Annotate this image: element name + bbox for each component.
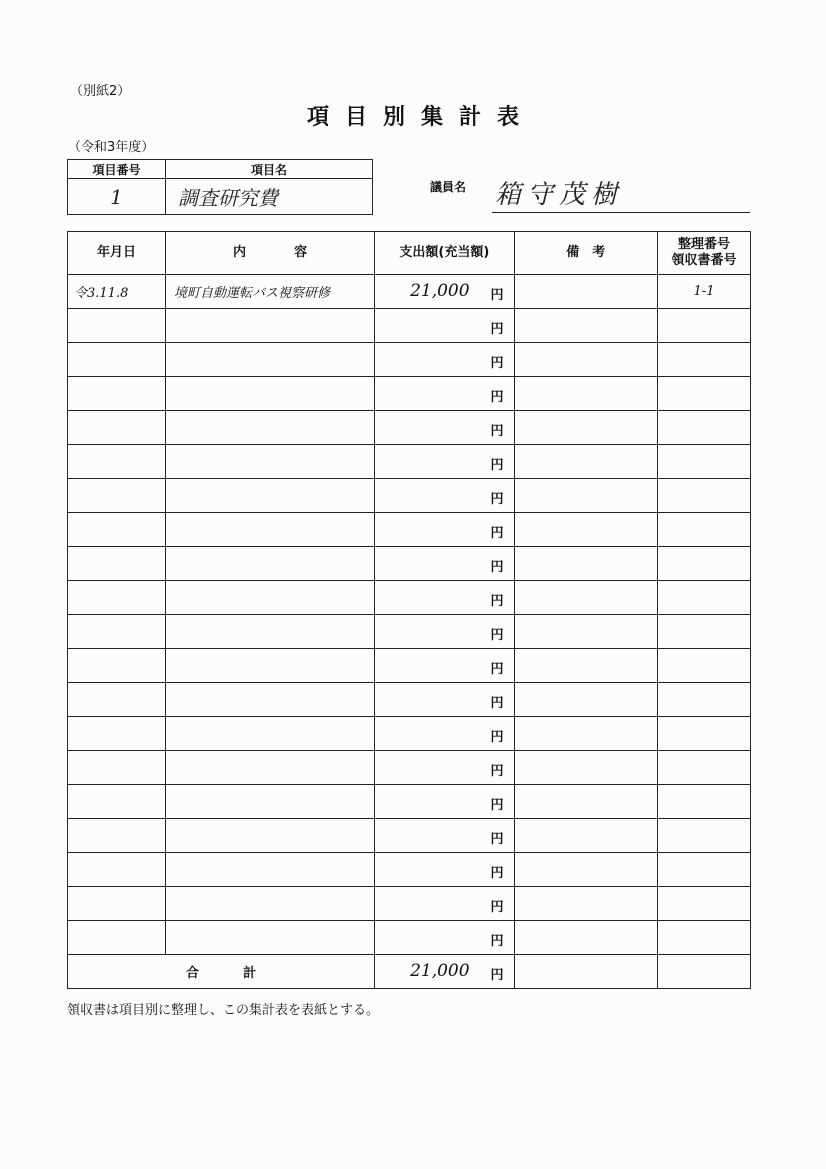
content-header: [166, 232, 375, 275]
remarks-cell: [514, 819, 657, 853]
date-cell: [68, 377, 166, 411]
total-label-a: 合: [186, 966, 200, 981]
table-row: [68, 785, 751, 819]
ref-cell: [658, 309, 751, 343]
date-cell: 令3.11.8: [68, 275, 166, 309]
item-name-value: 調査研究費: [166, 179, 373, 215]
yen-label: 円: [490, 356, 504, 371]
total-label: [68, 955, 375, 989]
expense-table: [67, 231, 751, 989]
amount-cell: [375, 649, 514, 683]
remarks-cell: [514, 921, 657, 955]
table-row: [68, 479, 751, 513]
table-row: [68, 615, 751, 649]
table-row: [68, 717, 751, 751]
yen-label: 円: [490, 696, 504, 711]
yen-label: 円: [490, 662, 504, 677]
content-cell: [166, 649, 375, 683]
ref-cell: [658, 411, 751, 445]
ref-cell: [658, 377, 751, 411]
item-name-header: 項目名: [166, 160, 373, 179]
amount-cell: [375, 479, 514, 513]
date-cell: [68, 309, 166, 343]
ref-cell: [658, 547, 751, 581]
remarks-cell: [514, 445, 657, 479]
ref-cell: [658, 649, 751, 683]
ref-cell: [658, 343, 751, 377]
total-remarks: [514, 955, 657, 989]
amount-cell: [375, 513, 514, 547]
date-cell: [68, 853, 166, 887]
ref-header: [658, 232, 751, 275]
yen-label: 円: [490, 526, 504, 541]
yen-label: 円: [490, 832, 504, 847]
remarks-cell: [514, 751, 657, 785]
remarks-cell: [514, 411, 657, 445]
table-row: [68, 309, 751, 343]
total-ref: [658, 955, 751, 989]
content-cell: [166, 785, 375, 819]
content-cell: [166, 921, 375, 955]
table-row: [68, 751, 751, 785]
content-cell: [166, 717, 375, 751]
yen-label: 円: [490, 322, 504, 337]
total-label-b: 計: [243, 966, 257, 981]
ref-cell: [658, 819, 751, 853]
table-row: [68, 649, 751, 683]
yen-label: 円: [490, 390, 504, 405]
remarks-cell: [514, 309, 657, 343]
date-cell: [68, 819, 166, 853]
yen-label: 円: [490, 934, 504, 949]
remarks-cell: [514, 513, 657, 547]
amount-cell: [375, 377, 514, 411]
yen-label: 円: [490, 594, 504, 609]
ref-cell: [658, 445, 751, 479]
amount-cell: [375, 819, 514, 853]
table-row: [68, 819, 751, 853]
yen-label: 円: [490, 458, 504, 473]
table-row: [68, 581, 751, 615]
content-cell: [166, 377, 375, 411]
item-number-value: 1: [68, 179, 166, 215]
ref-cell: [658, 479, 751, 513]
ref-cell: [658, 751, 751, 785]
remarks-cell: [514, 717, 657, 751]
ref-cell: [658, 513, 751, 547]
content-cell: [166, 343, 375, 377]
content-cell: [166, 479, 375, 513]
content-cell: [166, 513, 375, 547]
amount-cell: [375, 275, 514, 309]
member-underline: [492, 212, 750, 213]
ref-cell: [658, 853, 751, 887]
date-cell: [68, 479, 166, 513]
amount-cell: [375, 683, 514, 717]
amount-cell: [375, 445, 514, 479]
amount-cell: [375, 343, 514, 377]
remarks-cell: [514, 615, 657, 649]
yen-label: 円: [490, 900, 504, 915]
date-header: 年月日: [68, 232, 166, 275]
date-cell: [68, 411, 166, 445]
ref-cell: [658, 615, 751, 649]
yen-label: 円: [490, 730, 504, 745]
table-row: [68, 683, 751, 717]
ref-cell: 1-1: [658, 275, 751, 309]
content-cell: [166, 751, 375, 785]
ref-header-line2: 領収書番号: [671, 253, 737, 268]
amount-cell: [375, 581, 514, 615]
date-cell: [68, 343, 166, 377]
item-number-header: 項目番号: [68, 160, 166, 179]
table-row: [68, 445, 751, 479]
date-cell: [68, 513, 166, 547]
remarks-cell: [514, 275, 657, 309]
amount-cell: [375, 887, 514, 921]
content-cell: [166, 581, 375, 615]
remarks-cell: [514, 683, 657, 717]
amount-cell: [375, 411, 514, 445]
yen-label: 円: [490, 866, 504, 881]
table-row: [68, 547, 751, 581]
content-cell: [166, 615, 375, 649]
amount-cell: [375, 853, 514, 887]
remarks-cell: [514, 649, 657, 683]
table-row: [68, 853, 751, 887]
amount-cell: [375, 751, 514, 785]
content-cell: [166, 887, 375, 921]
content-header-a: 内: [233, 245, 247, 260]
total-amount-cell: [375, 955, 514, 989]
content-cell: [166, 819, 375, 853]
remarks-cell: [514, 343, 657, 377]
footer-note: 領収書は項目別に整理し、この集計表を表紙とする。: [67, 1003, 380, 1018]
table-row: [68, 377, 751, 411]
member-label: 議員名: [430, 180, 467, 194]
table-row: [68, 887, 751, 921]
ref-cell: [658, 785, 751, 819]
attachment-note: （別紙2）: [70, 84, 131, 99]
content-cell: [166, 547, 375, 581]
total-amount: 21,000: [410, 961, 470, 981]
remarks-cell: [514, 547, 657, 581]
remarks-cell: [514, 377, 657, 411]
content-cell: [166, 445, 375, 479]
date-cell: [68, 581, 166, 615]
yen-label: 円: [490, 424, 504, 439]
remarks-header: 備 考: [514, 232, 657, 275]
table-row: [68, 921, 751, 955]
total-row: [68, 955, 751, 989]
remarks-cell: [514, 887, 657, 921]
ref-cell: [658, 717, 751, 751]
content-cell: [166, 411, 375, 445]
content-cell: [166, 309, 375, 343]
date-cell: [68, 751, 166, 785]
amount-cell: [375, 717, 514, 751]
content-cell: 境町自動運転バス視察研修: [166, 275, 375, 309]
item-table: [67, 159, 373, 215]
content-cell: [166, 683, 375, 717]
amount-cell: [375, 785, 514, 819]
date-cell: [68, 717, 166, 751]
date-cell: [68, 785, 166, 819]
yen-label: 円: [490, 968, 504, 983]
ref-cell: [658, 683, 751, 717]
table-row: [68, 513, 751, 547]
ref-cell: [658, 887, 751, 921]
date-cell: [68, 615, 166, 649]
yen-label: 円: [490, 628, 504, 643]
page-title: 項目別集計表: [306, 105, 535, 130]
content-cell: [166, 853, 375, 887]
yen-label: 円: [490, 560, 504, 575]
amount-cell: [375, 615, 514, 649]
table-header-row: [68, 232, 751, 275]
amount-cell: [375, 309, 514, 343]
date-cell: [68, 683, 166, 717]
amount-cell: [375, 921, 514, 955]
amount-cell: [375, 547, 514, 581]
fiscal-year: （令和3年度）: [68, 140, 155, 155]
yen-label: 円: [490, 288, 504, 303]
date-cell: [68, 547, 166, 581]
table-row: [68, 343, 751, 377]
remarks-cell: [514, 785, 657, 819]
ref-header-line1: 整理番号: [678, 237, 731, 252]
yen-label: 円: [490, 492, 504, 507]
ref-cell: [658, 581, 751, 615]
amount-header: 支出額(充当額): [375, 232, 514, 275]
remarks-cell: [514, 853, 657, 887]
yen-label: 円: [490, 798, 504, 813]
table-row: [68, 411, 751, 445]
date-cell: [68, 445, 166, 479]
remarks-cell: [514, 479, 657, 513]
date-cell: [68, 887, 166, 921]
date-cell: [68, 921, 166, 955]
date-cell: [68, 649, 166, 683]
ref-cell: [658, 921, 751, 955]
yen-label: 円: [490, 764, 504, 779]
remarks-cell: [514, 581, 657, 615]
content-header-b: 容: [294, 245, 308, 260]
member-name: 箱守茂樹: [495, 180, 624, 210]
amount-value: 21,000: [410, 281, 470, 301]
table-row: [68, 275, 751, 309]
